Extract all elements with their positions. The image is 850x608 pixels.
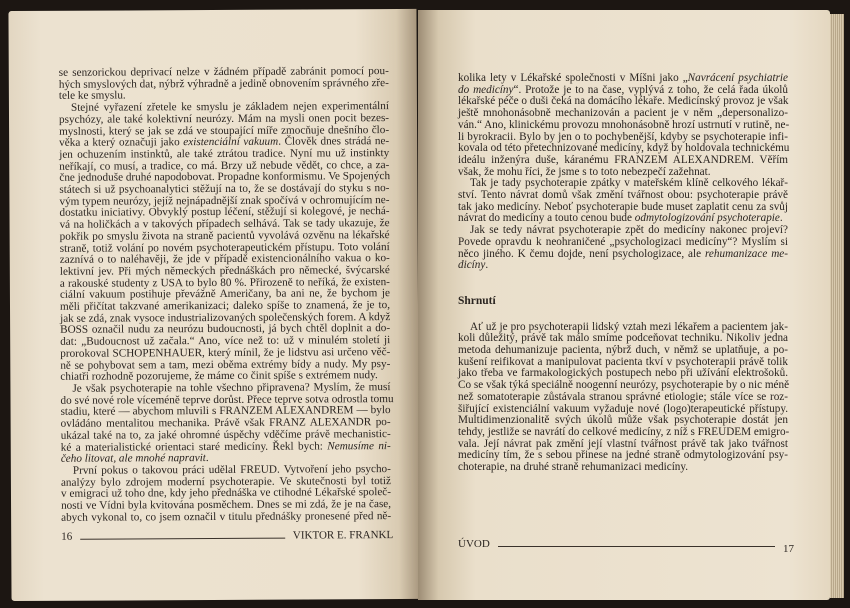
text-run: stadiu, které — abychom mluvili s FRANZEM ALEXANDREM — bylo: [60, 404, 391, 419]
text-run: ovládáno mentalitou mechanika. Právě však FRANZ ALEXANDR po-: [60, 416, 391, 430]
text-run: myslnosti, který se jak se zdá ve stoupající míře zmocňuje dnešního člo-: [59, 123, 390, 138]
text-run: .: [205, 452, 209, 465]
text-line: [458, 260, 788, 272]
paragraph: [59, 66, 389, 103]
text-run: Tak je tady psychoterapie zpátky v mateřském klíně celkového lékař-: [470, 177, 788, 190]
text-run: hých smyslových dat, nýbrž výhradně a jedině obnovením správného zře-: [58, 76, 389, 91]
text-run: koli důležitý, právě tak málo smíme podceňovat techniku. Nikoliv jedna: [458, 332, 788, 345]
paragraph: [458, 322, 788, 474]
text-run: šiřující existenciální vakuum vyžaduje nové (logo)terapeutické přístupy.: [458, 402, 788, 415]
text-run: neříkají, co musí, a tradice, co má. Brzy už nebude vědět, co chce, a za-: [59, 158, 390, 173]
text-run: .: [779, 212, 783, 225]
text-run: lékařské péče o duši čeká na domácího lékaře. Medicínský provoz je však: [458, 95, 789, 108]
text-run: se senzorickou deprivací nelze v žádném případě zabránit pomocí pou-: [58, 65, 389, 79]
right-page: [418, 10, 830, 600]
text-run: v emigraci už toho dne, kdy jeho přednáška ve ctihodné Lékařské společ-: [60, 486, 392, 501]
text-run: Ať už je pro psychoterapii lidský vztah mezi lékařem a pacientem jak-: [470, 320, 788, 333]
paragraph: [61, 464, 391, 524]
text-run: ván.“ Ano, klinickému provozu mnohonásobně hrozí ustrnutí v rutině, ne-: [458, 118, 790, 131]
italic-text-run: čeho litovat, ale mnohé napravit: [60, 452, 206, 466]
text-run: vým typem neurózy, jejíž nejnápadnější znak spočívá v ochromujícím ne-: [59, 193, 390, 208]
text-run: zaznívá o to naléhavěji, že jde v případě existencionálního vakua o ko-: [59, 252, 390, 267]
text-run: Stejné vyřazení zřetele ke smyslu je základem nejen experimentální: [70, 100, 389, 114]
text-run: Je však psychoterapie na tohle všechno připravena? Myslím, že musí: [72, 381, 391, 395]
text-run: “. Protože je to na čase, vyplývá z toho, že celá řada úkolů: [513, 83, 788, 96]
text-run: něco jiného. K čemu dojde, není psychologizace, ale: [458, 247, 705, 260]
text-run: prorokoval SCHOPENHAUER, který mínil, že je lidstvu asi určeno věč-: [60, 345, 391, 360]
text-run: kolika lety v Lékařské společnosti v Míšni jako „: [458, 72, 688, 84]
italic-text-run: Nemusíme ni-: [327, 439, 391, 452]
text-run: a rakouské studenty z USA to bylo 80 %. Přirozeně to neříká, že existen-: [59, 275, 390, 290]
text-run: Co se však týká speciálně noogenní neurózy, psychoterapie by o nic méně: [458, 379, 790, 392]
left-page-body: [58, 65, 394, 524]
text-run: chiatři rozhodně pozorujeme, že máme co činit spíše s extrémem nudy.: [60, 369, 378, 384]
text-run: abych vykonal to, co jsem označil v titulu přednášky pronesené před ně-: [61, 509, 392, 524]
text-run: ně se pohybovat sem a tam, mezi oběma extrémy bídy a nudy. My psy-: [60, 357, 391, 372]
text-run: dostatku iniciativy. Obvyklý postup léčení, stěžují si kolegové, je nechá-: [59, 205, 390, 220]
text-run: věka a který označuji jako: [59, 136, 184, 150]
text-line: [61, 511, 391, 524]
text-run: než somatoterapie zůstávala stranou správné etiologie; stále více se roz-: [458, 390, 788, 403]
text-run: straně, totiž volání po novém psychoterapeutickém přístupu. Toto volání: [59, 240, 390, 255]
text-run: ké a materialistické orientaci staré medicíny. Řekl bych:: [60, 439, 328, 454]
text-run: BOSS označil nudu za neurózu budoucnosti, já bych chtěl doplnit a do-: [60, 322, 391, 337]
text-run: tak jako medicíny. Neboť psychoterapie bude muset zaplatit cenu za svůj: [458, 200, 788, 213]
running-head: VIKTOR E. FRANKL: [292, 529, 394, 542]
paragraph: [458, 178, 788, 225]
text-run: nosti ve Vídni byla kvitována posměchem. Dnes se mi zdá, že je na čase,: [61, 498, 392, 512]
text-run: dat: „Budoucnost už začala.“ Ano, více než to: už v minulém století ji: [60, 334, 391, 348]
paragraph: [458, 225, 788, 272]
text-run: kovala od této přetechnizované medicíny, když by holdovala technickému: [458, 142, 790, 155]
paragraph: [59, 101, 390, 384]
text-run: čne jednoduše druhé napodobovat. Propadne konformismu. Ve Spojených: [59, 170, 391, 185]
text-run: návrat do medicíny a touto cenou bude: [458, 212, 635, 225]
italic-text-run: dicíny: [458, 259, 486, 272]
paragraph: [60, 381, 394, 466]
italic-text-run: rehumanizace me-: [704, 247, 788, 260]
italic-text-run: Navrácení psychiatrie: [687, 72, 788, 84]
text-run: měli přičítat takzvané amerikanizaci; daleko spíše to znamená, že je to,: [59, 299, 391, 313]
italic-text-run: existenciální vakuum: [183, 135, 279, 149]
text-run: jako třeba ve farmakologických postupech nebo při užívání elektrošoků.: [458, 367, 788, 380]
right-page-footer: [458, 538, 794, 555]
text-run: Jak se tedy návrat psychoterapie zpět do medicíny nakonec projeví?: [470, 224, 788, 237]
right-page-body: [458, 73, 788, 474]
text-run: vá na holičkách a v takových případech selhává. Tak se tady ukazuje, že: [59, 217, 390, 231]
footer-rule: [498, 546, 775, 547]
text-run: jen ochuzením instinktů, ale také ztrátou tradice. Nyní mu už instinkty: [59, 147, 390, 161]
text-run: tehdy, jestliže se navrátí do celkové medicíny, z níž s FREUDEM emigro-: [458, 425, 790, 438]
text-run: Povede opravdu k neohraničené „psychologizaci medicíny“? Myslím si: [458, 235, 788, 248]
text-run: medicíny tím, že s sebou přinese na jedné straně odmytologizování psy-: [458, 449, 788, 462]
text-run: tele ke smyslu.: [58, 89, 126, 103]
text-line: [458, 462, 788, 474]
text-run: ciální vakuum postihuje převážně Američany, ba ani ne, že bychom je: [59, 287, 390, 302]
text-run: jak se zdá, znak vysoce industrializovaných společenských forem. A když: [60, 310, 391, 325]
text-run: psychózy, ale také kolektivní neurózy. Mám na mysli onen pocit bezes-: [58, 111, 390, 126]
text-run: li byrokracii. Bylo by jen o to pochybenější, kdyby se psychoterapie infi-: [458, 130, 788, 143]
running-head: ÚVOD: [458, 538, 490, 550]
text-run: lektivní jev. Při mých německých přednáškách pro německé, švýcarské: [59, 264, 390, 278]
text-run: však, že mohu říci, že jsme s to toto nebezpečí zažehnat.: [458, 165, 711, 178]
section-heading: Shrnutí: [458, 294, 496, 307]
text-run: pokřik po smyslu života na straně pacientů vyvolává ozvěnu na lékařské: [59, 228, 390, 243]
text-run: ství. Tento návrat domů však změní tvářnost obou: psychoterapie právě: [458, 189, 788, 202]
text-run: ideálu inženýra duše, káranému FRANZEM ALEXANDREM. Věřím: [458, 153, 788, 166]
text-line: [458, 249, 788, 261]
footer-rule: [80, 538, 285, 540]
italic-text-run: odmytologizování psychoterapie: [634, 212, 780, 225]
paragraph: [458, 73, 788, 178]
left-page-footer: [61, 529, 393, 543]
text-run: .: [485, 259, 489, 272]
text-run: První pokus o takovou práci udělal FREUD. Vytvoření jeho psycho-: [72, 462, 391, 477]
text-run: . Člověk dnes strádá ne-: [278, 135, 390, 148]
book-page-edges: [830, 14, 844, 598]
text-run: analýzy bylo zdrojem moderní psychoterapie. Ve skutečnosti byl totiž: [60, 474, 391, 489]
text-run: do své nové role víceméně teprve dorůst. Přece teprve sotva odrostla tomu: [60, 392, 394, 407]
page-number: 16: [61, 530, 73, 543]
text-run: ukázal také na to, za jaké ohromné úspěchy vděčíme právě mechanistic-: [60, 427, 391, 442]
page-number: 17: [783, 543, 794, 555]
text-run: vala. Její návrat pak změní její vlastní tvářnost právě tak jako tvářnost: [458, 437, 788, 450]
text-run: kušení reifikovat a manipulovat pacienta tkví v psychoterapii právě tolik: [458, 355, 788, 368]
text-run: Multidimenzionalitě svých úkolů může však psychoterapie dostát jen: [458, 414, 788, 427]
italic-text-run: do medicíny: [458, 83, 514, 96]
left-page: [8, 9, 419, 601]
text-run: choterapie, na druhé straně rehumanizaci medicíny.: [458, 461, 689, 474]
text-run: ještě mnohonásobně mechanizován a pacient je v něm „depersonalizo-: [458, 107, 788, 120]
text-run: státech si už psychoanalytici stěžují na to, že se dostávají do styku s no-: [59, 182, 390, 196]
text-run: metoda dehumanizuje pacienta, nýbrž duch, v němž se uplatňuje, a po-: [458, 344, 788, 357]
